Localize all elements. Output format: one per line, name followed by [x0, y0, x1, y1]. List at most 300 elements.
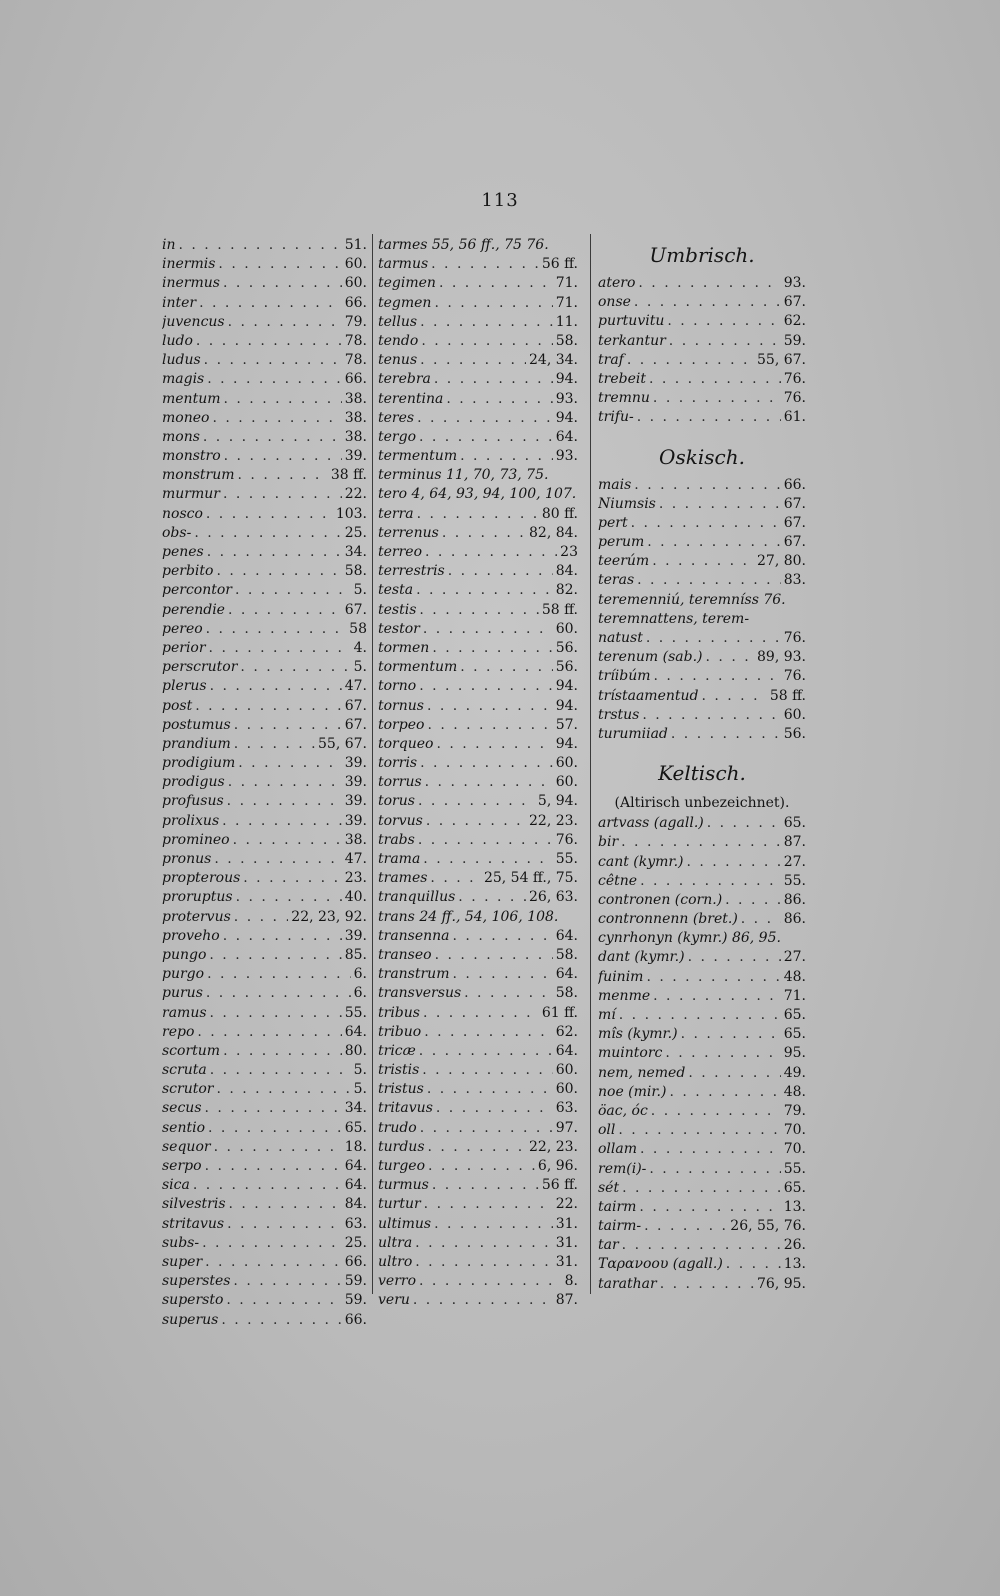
page-reference: 64. — [555, 428, 578, 445]
index-entry — [598, 351, 806, 370]
index-entry — [378, 792, 578, 811]
index-entry — [378, 1023, 578, 1042]
index-entry — [378, 1004, 578, 1023]
leader-dots — [418, 792, 535, 811]
index-term: monstrum — [162, 467, 235, 484]
index-entry — [598, 833, 806, 852]
page-reference: 66. — [344, 1311, 367, 1328]
page-reference: 55, 67. — [318, 735, 367, 752]
page-reference: 5, 94. — [537, 793, 578, 810]
page-reference: 94. — [555, 735, 578, 752]
index-entry — [378, 658, 578, 677]
index-entry — [162, 850, 367, 869]
index-column-latin-2 — [378, 236, 578, 1311]
index-entry — [598, 706, 806, 725]
page-reference: 64. — [555, 1042, 578, 1059]
index-term: transtrum — [378, 966, 450, 983]
index-entry — [598, 1236, 806, 1255]
index-entry — [378, 735, 578, 754]
page-reference: 58 — [349, 620, 367, 637]
page-reference: 65. — [344, 1119, 367, 1136]
index-term: teres — [378, 409, 415, 426]
page-reference: 65. — [783, 1179, 806, 1196]
index-entry — [378, 888, 578, 907]
page-reference: 58. — [555, 946, 578, 963]
index-term: tranquillus — [378, 889, 456, 906]
leader-dots — [193, 1176, 342, 1195]
leader-dots — [634, 293, 781, 312]
leader-dots — [634, 476, 780, 495]
leader-dots — [652, 552, 754, 571]
leader-dots — [202, 1234, 342, 1253]
leader-dots — [631, 514, 781, 533]
page-reference: 11. — [555, 313, 578, 330]
index-term: contronen (corn.) — [598, 891, 723, 908]
index-entry — [162, 351, 367, 370]
index-entry — [598, 1025, 806, 1044]
index-entry — [598, 370, 806, 389]
index-entry — [162, 601, 367, 620]
keltisch-note: (Altirisch unbezeichnet). — [614, 795, 790, 812]
index-term: percontor — [162, 582, 232, 599]
index-term: dant (kymr.) — [598, 949, 685, 966]
index-term: secus — [162, 1100, 202, 1117]
page-reference: 27, 80. — [757, 553, 806, 570]
index-term: tenus — [378, 352, 418, 369]
page-reference: 49. — [783, 1064, 806, 1081]
page-reference: 61. — [783, 409, 806, 426]
index-entry — [598, 929, 806, 948]
index-entry — [378, 1119, 578, 1138]
index-entry — [598, 408, 806, 427]
index-entry — [162, 1272, 367, 1291]
index-term: turumiiad — [598, 725, 668, 742]
page-reference: 58. — [344, 563, 367, 580]
index-term: obs- — [162, 524, 192, 541]
index-entry — [162, 409, 367, 428]
leader-dots — [423, 1004, 539, 1023]
leader-dots — [236, 888, 342, 907]
index-term: stritavus — [162, 1215, 225, 1232]
leader-dots — [688, 1064, 780, 1083]
index-term: mí — [598, 1007, 616, 1023]
index-term: trudo — [378, 1119, 417, 1136]
leader-dots — [214, 1138, 342, 1157]
index-term: tormen — [378, 639, 430, 656]
index-term: verro — [378, 1273, 417, 1290]
index-entry — [378, 562, 578, 581]
index-term: mîs (kymr.) — [598, 1026, 678, 1043]
index-term: mentum — [162, 390, 221, 407]
index-term: terra — [378, 505, 414, 522]
index-entry — [378, 773, 578, 792]
page-reference: 60. — [555, 1062, 578, 1079]
page-reference: 63. — [344, 1215, 367, 1232]
page-reference: 58 ff. — [769, 687, 806, 704]
index-entry — [378, 1291, 578, 1310]
index-entry — [378, 390, 578, 409]
page-reference: 67. — [344, 697, 367, 714]
index-term: veru — [378, 1292, 410, 1309]
index-entry — [162, 1080, 367, 1099]
page-reference: 25, 54 ff., 75. — [483, 870, 578, 887]
index-entry — [162, 888, 367, 907]
index-term: tarmus — [378, 256, 429, 273]
page-reference: 39. — [344, 812, 367, 829]
index-entry — [162, 1099, 367, 1118]
index-entry — [598, 476, 806, 495]
leader-dots — [638, 274, 780, 293]
leader-dots — [194, 524, 341, 543]
index-entry — [378, 1080, 578, 1099]
index-entry — [378, 1042, 578, 1061]
index-entry — [378, 869, 578, 888]
index-entry — [378, 1099, 578, 1118]
page-reference: 5. — [353, 659, 367, 676]
page-reference: 31. — [555, 1253, 578, 1270]
leader-dots — [423, 850, 552, 869]
leader-dots — [434, 1215, 553, 1234]
index-entry — [162, 754, 367, 773]
section-heading-umbrisch: Umbrisch. — [649, 243, 755, 267]
leader-dots — [647, 533, 781, 552]
leader-dots — [452, 965, 552, 984]
index-entry — [378, 850, 578, 869]
leader-dots — [206, 505, 333, 524]
leader-dots — [430, 869, 481, 888]
page-reference: 86. — [783, 891, 806, 908]
index-term: pert — [598, 514, 628, 531]
leader-dots — [234, 735, 315, 754]
leader-dots — [707, 814, 781, 833]
index-entry — [378, 984, 578, 1003]
index-term: torqueo — [378, 735, 434, 752]
leader-dots — [458, 888, 526, 907]
leader-dots — [420, 351, 526, 370]
leader-dots — [436, 735, 552, 754]
leader-dots — [660, 1275, 754, 1294]
leader-dots — [618, 1121, 780, 1140]
index-entry — [598, 1140, 806, 1159]
index-entry — [162, 236, 367, 255]
index-term: prandium — [162, 735, 231, 752]
leader-dots — [206, 620, 347, 639]
page-reference: 59. — [783, 332, 806, 349]
index-entry — [598, 1275, 806, 1294]
index-entry — [162, 927, 367, 946]
index-term: terrenus — [378, 524, 439, 541]
index-entry — [162, 792, 367, 811]
page-reference: 27. — [783, 853, 806, 870]
leader-dots — [651, 1102, 781, 1121]
page-reference: 48. — [783, 1083, 806, 1100]
index-entry — [378, 255, 578, 274]
leader-dots — [442, 524, 526, 543]
page-reference: 67. — [783, 294, 806, 311]
page-reference: 22. — [344, 486, 367, 503]
index-term: monstro — [162, 448, 221, 465]
page-reference: 39. — [344, 774, 367, 791]
leader-dots — [646, 968, 780, 987]
page-reference: 31. — [555, 1215, 578, 1232]
index-entry — [378, 908, 578, 927]
leader-dots — [179, 236, 342, 255]
leader-dots — [427, 1080, 553, 1099]
index-entry — [378, 677, 578, 696]
leader-dots — [234, 908, 289, 927]
page-reference: 67. — [344, 716, 367, 733]
page-reference: 71. — [555, 275, 578, 292]
index-entry — [378, 1138, 578, 1157]
index-entry — [162, 735, 367, 754]
index-term: torrus — [378, 774, 422, 791]
leader-dots — [415, 1234, 553, 1253]
index-term: turgeo — [378, 1158, 426, 1174]
page-reference: 71. — [555, 294, 578, 311]
index-entry — [162, 697, 367, 716]
leader-dots — [425, 543, 557, 562]
index-term: ludus — [162, 352, 201, 369]
leader-dots — [417, 409, 553, 428]
index-entry — [378, 1253, 578, 1272]
index-entry — [378, 1215, 578, 1234]
leader-dots — [235, 581, 351, 600]
index-entry — [162, 255, 367, 274]
index-entry — [378, 485, 578, 504]
page-reference: 22, 23. — [529, 812, 578, 829]
index-term: sentio — [162, 1119, 206, 1136]
page-reference: 82. — [555, 582, 578, 599]
index-term: silvestris — [162, 1196, 226, 1213]
page-reference: 78. — [344, 332, 367, 349]
index-term: perbito — [162, 563, 214, 580]
page-reference: 76. — [783, 370, 806, 387]
leader-dots — [197, 1023, 341, 1042]
index-entry — [162, 1119, 367, 1138]
leader-dots — [238, 754, 341, 773]
index-entry — [378, 409, 578, 428]
index-entry — [378, 447, 578, 466]
index-entry — [162, 332, 367, 351]
index-entry — [598, 987, 806, 1006]
leader-dots — [234, 716, 342, 735]
leader-dots — [243, 869, 341, 888]
index-term: tegmen — [378, 294, 432, 311]
leader-dots — [203, 428, 342, 447]
leader-dots — [665, 1044, 780, 1063]
page-reference: 38. — [344, 428, 367, 445]
page-reference: 23. — [344, 870, 367, 887]
index-entry — [162, 1234, 367, 1253]
page-reference: 63. — [555, 1100, 578, 1117]
index-term: moneo — [162, 409, 210, 426]
index-entry — [162, 1138, 367, 1157]
index-term: torus — [378, 793, 415, 810]
leader-dots — [419, 601, 538, 620]
leader-dots — [209, 946, 341, 965]
index-term: tero 4, 64, 93, 94, 100, 107. — [378, 486, 577, 503]
index-term: pronus — [162, 851, 212, 867]
index-entry — [378, 639, 578, 658]
index-term: sequor — [162, 1138, 211, 1155]
index-term: ramus — [162, 1004, 207, 1021]
page-reference: 55. — [783, 1160, 806, 1177]
index-entry — [162, 390, 367, 409]
leader-dots — [726, 1255, 781, 1274]
index-term: terreo — [378, 544, 423, 560]
index-entry — [598, 891, 806, 910]
index-term: profusus — [162, 793, 224, 810]
leader-dots — [227, 1215, 342, 1234]
leader-dots — [227, 792, 342, 811]
keltisch-list — [598, 814, 806, 1294]
leader-dots — [413, 1291, 553, 1310]
page-reference: 64. — [344, 1023, 367, 1040]
page-reference: 93. — [783, 275, 806, 291]
index-entry — [378, 428, 578, 447]
leader-dots — [216, 1080, 350, 1099]
index-term: perendie — [162, 601, 225, 618]
page-reference: 51. — [344, 237, 367, 253]
index-entry — [162, 1042, 367, 1061]
leader-dots — [207, 370, 341, 389]
index-term: prodigus — [162, 774, 225, 791]
leader-dots — [653, 389, 781, 408]
page-reference: 87. — [783, 834, 806, 851]
index-entry — [378, 543, 578, 562]
index-term: scruta — [162, 1062, 207, 1079]
leader-dots — [627, 351, 754, 370]
leader-dots — [208, 1119, 342, 1138]
index-entry — [162, 543, 367, 562]
leader-dots — [216, 562, 341, 581]
index-entry — [598, 648, 806, 667]
index-term: transversus — [378, 985, 462, 1002]
index-term: tellus — [378, 313, 418, 330]
index-term: teerúm — [598, 553, 650, 570]
index-term: plerus — [162, 678, 207, 695]
page-reference: 67. — [783, 495, 806, 512]
index-term: ultro — [378, 1253, 413, 1270]
leader-dots — [209, 639, 351, 658]
index-entry — [598, 1044, 806, 1063]
page-reference: 55. — [783, 872, 806, 889]
index-term: trabs — [378, 831, 415, 848]
index-term: turdus — [378, 1138, 425, 1155]
index-term: repo — [162, 1023, 195, 1040]
index-term: tar — [598, 1237, 619, 1254]
leader-dots — [218, 255, 341, 274]
index-term: tendo — [378, 332, 419, 349]
index-term: trístaamentud — [598, 687, 699, 704]
leader-dots — [436, 1099, 553, 1118]
page-reference: 22. — [555, 1196, 578, 1213]
page-reference: 85. — [344, 946, 367, 963]
page-reference: 56. — [555, 639, 578, 656]
leader-dots — [423, 620, 553, 639]
page-reference: 60. — [783, 706, 806, 723]
page-reference: 39. — [344, 793, 367, 810]
index-term: trama — [378, 851, 421, 867]
oskisch-list — [598, 476, 806, 745]
index-entry — [598, 948, 806, 967]
index-term: contronnenn (bret.) — [598, 911, 738, 928]
leader-dots — [425, 773, 553, 792]
page-reference: 62. — [555, 1023, 578, 1040]
index-entry — [598, 552, 806, 571]
page-reference: 95. — [783, 1045, 806, 1062]
leader-dots — [701, 687, 766, 706]
index-term: Niumsis — [598, 495, 656, 512]
page-reference: 39. — [344, 448, 367, 465]
leader-dots — [419, 428, 553, 447]
page-reference: 26. — [783, 1237, 806, 1254]
index-term: sica — [162, 1177, 190, 1194]
index-term: inermus — [162, 275, 220, 292]
page-reference: 25. — [344, 1234, 367, 1251]
page-reference: 27. — [783, 949, 806, 966]
leader-dots — [228, 773, 342, 792]
page-reference: 57. — [555, 716, 578, 733]
index-term: pungo — [162, 946, 207, 963]
index-entry — [162, 1061, 367, 1080]
index-entry — [598, 910, 806, 929]
index-entry — [162, 485, 367, 504]
index-term: superus — [162, 1311, 219, 1328]
index-term: bir — [598, 834, 619, 851]
page-reference: 38 ff. — [330, 467, 367, 484]
leader-dots — [725, 891, 781, 910]
page-reference: 48. — [783, 968, 806, 985]
leader-dots — [446, 390, 552, 409]
page-reference: 60. — [555, 620, 578, 637]
leader-dots — [223, 274, 342, 293]
section-heading-keltisch: Keltisch. — [658, 761, 746, 786]
index-entry — [378, 831, 578, 850]
index-entry — [378, 313, 578, 332]
leader-dots — [204, 351, 342, 370]
index-entry — [378, 1234, 578, 1253]
index-term: magis — [162, 371, 205, 388]
page-reference: 55. — [555, 851, 578, 867]
page-reference: 79. — [783, 1102, 806, 1119]
column-divider-right — [590, 234, 591, 1294]
page-reference: 61 ff. — [541, 1004, 578, 1021]
page-reference: 22, 23, 92. — [291, 908, 367, 925]
leader-dots — [640, 1140, 781, 1159]
index-entry — [378, 620, 578, 639]
index-entry — [378, 1272, 578, 1291]
page-reference: 60. — [555, 1081, 578, 1098]
page-reference: 60. — [555, 774, 578, 791]
index-entry — [162, 965, 367, 984]
index-term: torno — [378, 678, 417, 695]
page-reference: 67. — [783, 514, 806, 531]
leader-dots — [428, 1157, 535, 1176]
leader-dots — [233, 1272, 341, 1291]
leader-dots — [640, 872, 781, 891]
index-term: inermis — [162, 256, 216, 273]
index-entry — [162, 620, 367, 639]
index-term: terentina — [378, 390, 444, 407]
index-entry — [378, 332, 578, 351]
leader-dots — [688, 948, 781, 967]
index-term: sét — [598, 1179, 620, 1196]
index-term: natust — [598, 630, 643, 646]
leader-dots — [206, 984, 351, 1003]
page-reference: 84. — [555, 563, 578, 580]
page-reference: 58. — [555, 985, 578, 1002]
